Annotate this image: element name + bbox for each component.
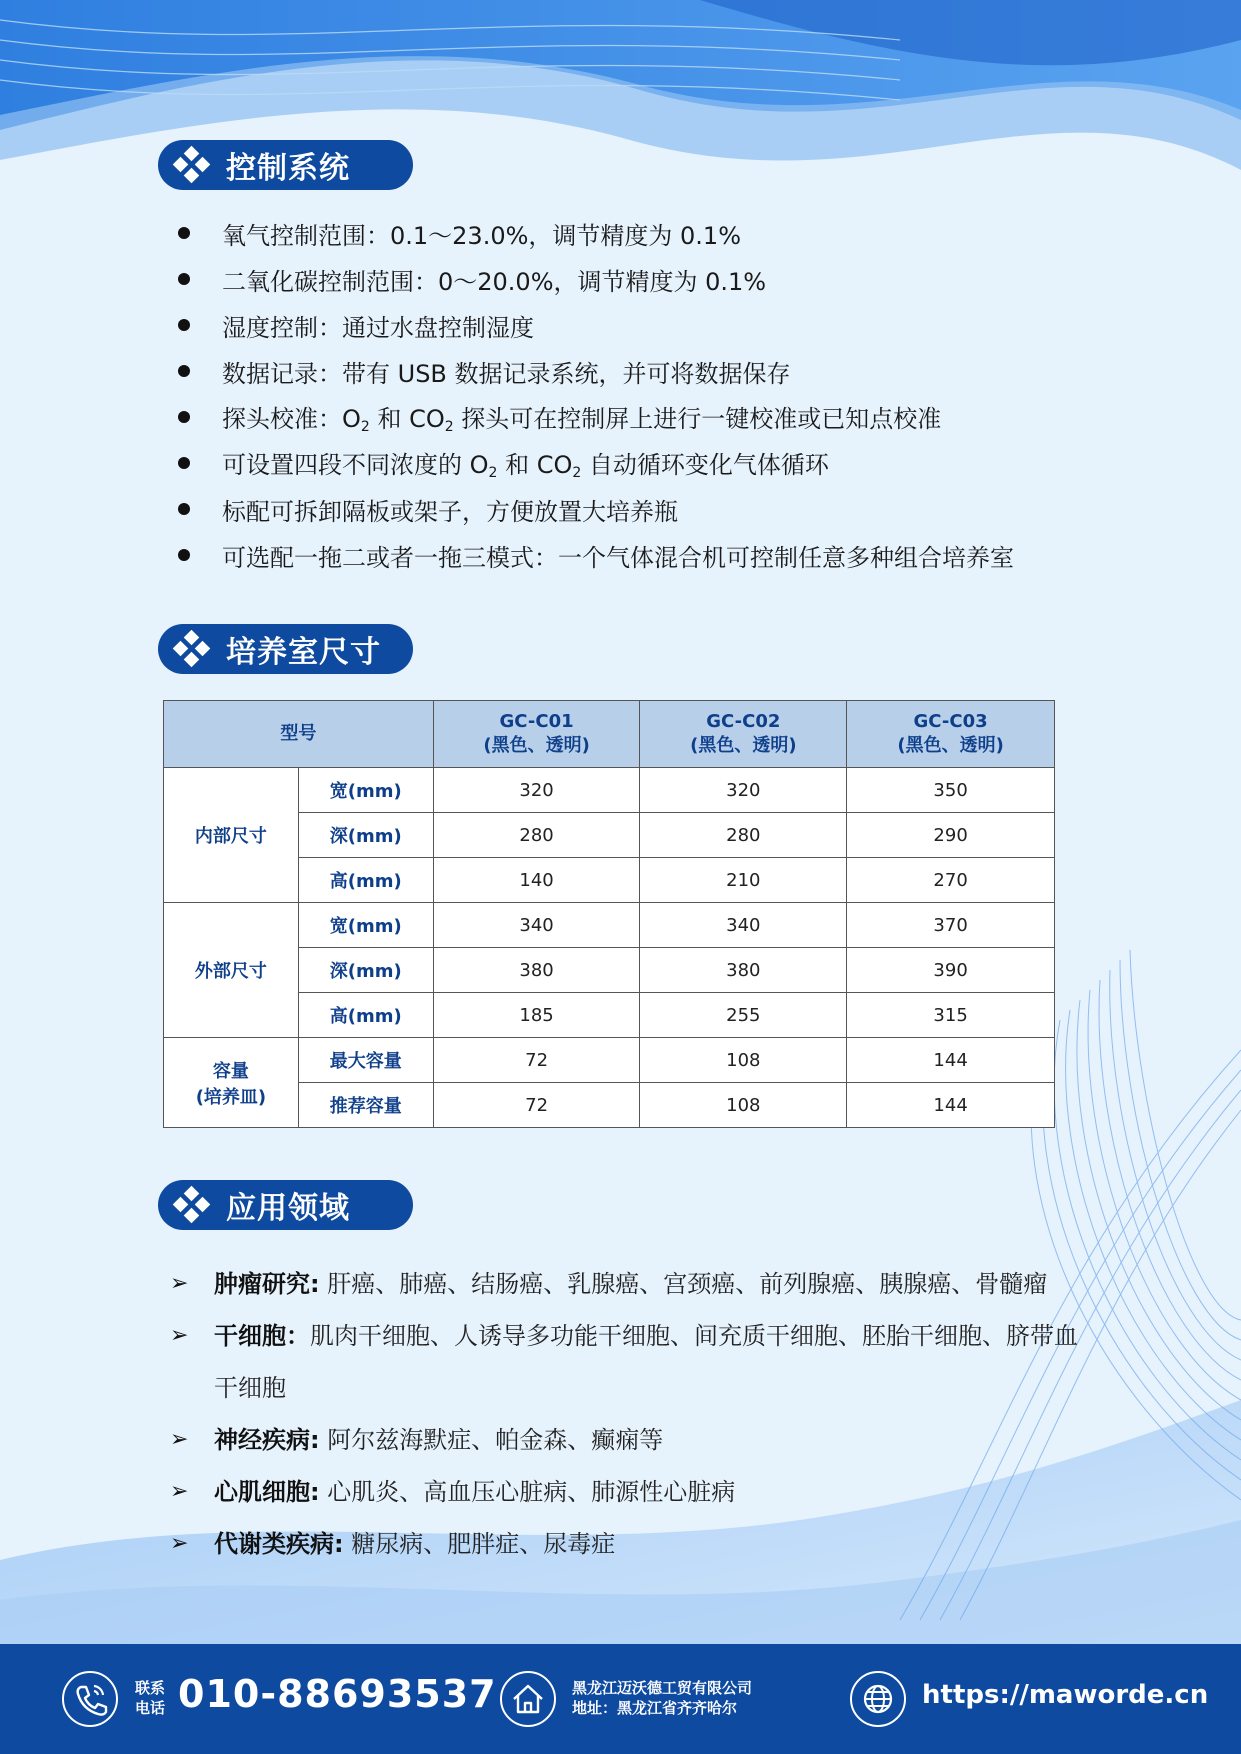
header-col-3: GC-C03 (黑色、透明) bbox=[847, 701, 1055, 768]
list-item: 数据记录：带有 USB 数据记录系统，并可将数据保存 bbox=[178, 348, 1014, 394]
list-item: 二氧化碳控制范围：0～20.0%，调节精度为 0.1% bbox=[178, 256, 1014, 302]
list-item: 湿度控制：通过水盘控制湿度 bbox=[178, 302, 1014, 348]
group-inner: 内部尺寸 bbox=[164, 768, 299, 903]
application-list bbox=[170, 1258, 1100, 1570]
section-title-text: 应用领域 bbox=[226, 1191, 350, 1226]
header-col-1: GC-C01 (黑色、透明) bbox=[433, 701, 640, 768]
list-item: ➢ 肿瘤研究: 肝癌、肺癌、结肠癌、乳腺癌、宫颈癌、前列腺癌、胰腺癌、骨髓瘤 bbox=[170, 1258, 1100, 1310]
list-item: 标配可拆卸隔板或架子，方便放置大培养瓶 bbox=[178, 486, 1014, 532]
globe-icon bbox=[850, 1671, 906, 1727]
arrow-bullet-icon: ➢ bbox=[170, 1427, 189, 1452]
list-item: ➢ 代谢类疾病: 糖尿病、肥胖症、尿毒症 bbox=[170, 1518, 1100, 1570]
table-row: 深(mm) 380 380 390 bbox=[164, 948, 1055, 993]
list-item: ➢ 心肌细胞: 心肌炎、高血压心脏病、肺源性心脏病 bbox=[170, 1466, 1100, 1518]
arrow-bullet-icon: ➢ bbox=[170, 1323, 189, 1348]
section-title-text: 培养室尺寸 bbox=[226, 635, 381, 670]
arrow-bullet-icon: ➢ bbox=[170, 1531, 189, 1556]
website-link[interactable]: https://maworde.cn bbox=[922, 1680, 1209, 1710]
arrow-bullet-icon: ➢ bbox=[170, 1479, 189, 1504]
table-row: 容量 (培养皿) 最大容量 72 108 144 bbox=[164, 1038, 1055, 1083]
bullet-icon bbox=[178, 411, 190, 423]
list-item: 氧气控制范围：0.1～23.0%，调节精度为 0.1% bbox=[178, 210, 1014, 256]
table-row: 外部尺寸 宽(mm) 340 340 370 bbox=[164, 903, 1055, 948]
bullet-icon bbox=[178, 227, 190, 239]
table-row: 推荐容量 72 108 144 bbox=[164, 1083, 1055, 1128]
contact-label: 联系 电话 bbox=[135, 1679, 166, 1717]
section-title-control bbox=[158, 140, 413, 190]
dimension-table bbox=[163, 700, 1055, 1128]
table-header-row bbox=[164, 701, 1055, 768]
section-title-chamber bbox=[158, 624, 413, 674]
phone-icon bbox=[62, 1671, 118, 1727]
home-icon bbox=[500, 1671, 556, 1727]
group-capacity: 容量 (培养皿) bbox=[164, 1038, 299, 1128]
bullet-icon bbox=[178, 273, 190, 285]
control-list bbox=[178, 210, 1014, 578]
table-row: 内部尺寸 宽(mm) 320 320 350 bbox=[164, 768, 1055, 813]
diamond-cluster-icon bbox=[172, 1185, 212, 1225]
footer-bar bbox=[0, 1644, 1241, 1754]
header-model: 型号 bbox=[164, 701, 434, 768]
diamond-cluster-icon bbox=[172, 629, 212, 669]
list-item: 探头校准：$O_2$ 和 $CO_2$ 探头可在控制屏上进行一键校准或已知点校准 bbox=[178, 394, 1014, 440]
bullet-icon bbox=[178, 549, 190, 561]
company-info: 黑龙江迈沃德工贸有限公司 地址：黑龙江省齐齐哈尔 bbox=[572, 1679, 753, 1717]
bullet-icon bbox=[178, 503, 190, 515]
bullet-icon bbox=[178, 457, 190, 469]
bullet-icon bbox=[178, 365, 190, 377]
list-item: 可设置四段不同浓度的 $O_2$ 和 $CO_2$ 自动循环变化气体循环 bbox=[178, 440, 1014, 486]
table-row: 高(mm) 140 210 270 bbox=[164, 858, 1055, 903]
table-row: 高(mm) 185 255 315 bbox=[164, 993, 1055, 1038]
section-title-text: 控制系统 bbox=[226, 151, 350, 186]
diamond-cluster-icon bbox=[172, 145, 212, 185]
bullet-icon bbox=[178, 319, 190, 331]
list-item: 可选配一拖二或者一拖三模式：一个气体混合机可控制任意多种组合培养室 bbox=[178, 532, 1014, 578]
table-row: 深(mm) 280 280 290 bbox=[164, 813, 1055, 858]
list-item: ➢ 干细胞：肌肉干细胞、人诱导多功能干细胞、间充质干细胞、胚胎干细胞、脐带血干细胞 bbox=[170, 1310, 1100, 1414]
header-col-2: GC-C02 (黑色、透明) bbox=[640, 701, 847, 768]
list-item: ➢ 神经疾病: 阿尔兹海默症、帕金森、癫痫等 bbox=[170, 1414, 1100, 1466]
section-title-apps bbox=[158, 1180, 413, 1230]
group-outer: 外部尺寸 bbox=[164, 903, 299, 1038]
phone-number: 010-88693537 bbox=[178, 1672, 497, 1716]
arrow-bullet-icon: ➢ bbox=[170, 1271, 189, 1296]
